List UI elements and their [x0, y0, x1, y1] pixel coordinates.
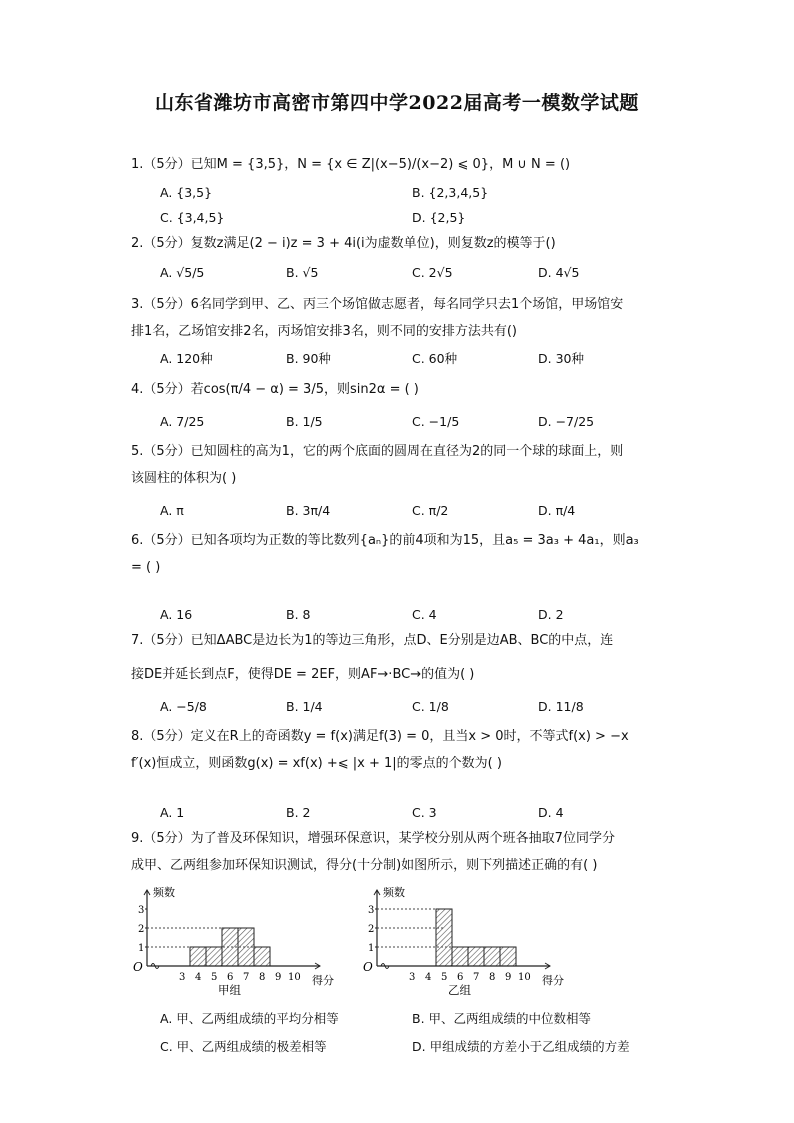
q3-stem-line1: 3.（5分）6名同学到甲、乙、丙三个场馆做志愿者，每名同学只去1个场馆，甲场馆安 — [131, 297, 624, 312]
x-tick-label: 9 — [275, 972, 282, 983]
histogram-bar — [222, 928, 238, 966]
q5-option-d: D. π/4 — [538, 503, 576, 518]
q9-stem-line1: 9.（5分）为了普及环保知识，增强环保意识，某学校分别从两个班各抽取7位同学分 — [131, 831, 615, 846]
x-tick-label: 4 — [195, 972, 202, 983]
histogram-group-a — [125, 880, 345, 1000]
x-tick-label: 7 — [473, 972, 480, 983]
q1-stem: 1.（5分）已知M = {3,5}，N = {x ∈ Z|(x−5)/(x−2) ⩽ 0}，M ∪ N = () — [131, 157, 571, 172]
histogram-group-b — [355, 880, 585, 1000]
x-axis-label: 得分 — [542, 974, 564, 987]
q3-option-c: C. 60种 — [412, 351, 458, 366]
q1-option-b: B. {2,3,4,5} — [412, 185, 489, 200]
q7-option-d: D. 11/8 — [538, 699, 584, 714]
q6-stem-line2: = ( ) — [131, 560, 161, 575]
x-tick-label: 4 — [425, 972, 432, 983]
histogram-bar — [190, 947, 206, 966]
q8-option-a: A. 1 — [160, 805, 185, 820]
q1-option-d: D. {2,5} — [412, 210, 466, 225]
histogram-bar — [254, 947, 270, 966]
q5-option-a: A. π — [160, 503, 184, 518]
q5-option-b: B. 3π/4 — [286, 503, 331, 518]
q3-option-d: D. 30种 — [538, 351, 584, 366]
q6-option-d: D. 2 — [538, 607, 564, 622]
q8-stem-line2: f′(x)恒成立，则函数g(x) = xf(x) +⩽ |x + 1|的零点的个数为( ) — [131, 756, 502, 771]
y-tick-label: 1 — [138, 943, 145, 954]
q1-option-c: C. {3,4,5} — [160, 210, 225, 225]
q4-option-a: A. 7/25 — [160, 414, 205, 429]
x-tick-label: 3 — [409, 972, 416, 983]
y-tick-label: 3 — [368, 905, 375, 916]
q6-option-a: A. 16 — [160, 607, 193, 622]
q7-stem-line2: 接DE并延长到点F，使得DE = 2EF，则AF→·BC→的值为( ) — [131, 667, 475, 682]
x-tick-label: 8 — [489, 972, 496, 983]
q6-option-b: B. 8 — [286, 607, 311, 622]
histogram-bar — [484, 947, 500, 966]
x-tick-label: 5 — [441, 972, 448, 983]
y-tick-label: 2 — [368, 924, 375, 935]
q4-option-c: C. −1/5 — [412, 414, 460, 429]
x-tick-label: 6 — [457, 972, 464, 983]
q6-stem-line1: 6.（5分）已知各项均为正数的等比数列{aₙ}的前4项和为15，且a₅ = 3a₃ + 4a₁，则a₃ — [131, 533, 639, 548]
x-tick-label: 7 — [243, 972, 250, 983]
q7-option-b: B. 1/4 — [286, 699, 323, 714]
histogram-bar — [238, 928, 254, 966]
q7-stem-line1: 7.（5分）已知ΔABC是边长为1的等边三角形，点D、E分别是边AB、BC的中点，连 — [131, 633, 614, 648]
q5-option-c: C. π/2 — [412, 503, 449, 518]
q8-option-c: C. 3 — [412, 805, 437, 820]
x-tick-label: 9 — [505, 972, 512, 983]
q1-option-a: A. {3,5} — [160, 185, 213, 200]
q7-option-a: A. −5/8 — [160, 699, 207, 714]
q2-option-c: C. 2√5 — [412, 265, 453, 280]
q9-option-d: D. 甲组成绩的方差小于乙组成绩的方差 — [412, 1039, 630, 1054]
q5-stem-line1: 5.（5分）已知圆柱的高为1，它的两个底面的圆周在直径为2的同一个球的球面上，则 — [131, 444, 624, 459]
page-title: 山东省潍坊市高密市第四中学2022届高考一模数学试题 — [155, 92, 639, 114]
q2-option-b: B. √5 — [286, 265, 319, 280]
x-tick-label: 10 — [288, 972, 301, 983]
x-tick-label: 5 — [211, 972, 218, 983]
histogram-bar — [452, 947, 468, 966]
q4-option-d: D. −7/25 — [538, 414, 595, 429]
group-caption: 甲组 — [218, 983, 241, 997]
x-tick-label: 3 — [179, 972, 186, 983]
y-tick-label: 3 — [138, 905, 145, 916]
q3-stem-line2: 排1名，乙场馆安排2名，丙场馆安排3名，则不同的安排方法共有() — [131, 324, 517, 339]
q8-stem-line1: 8.（5分）定义在R上的奇函数y = f(x)满足f(3) = 0，且当x > 0时，不等式f(x) > −x — [131, 729, 629, 744]
y-axis-label: 频数 — [153, 886, 175, 899]
q9-option-c: C. 甲、乙两组成绩的极差相等 — [160, 1039, 327, 1054]
q8-option-d: D. 4 — [538, 805, 564, 820]
y-axis-label: 频数 — [383, 886, 405, 899]
histogram-bar — [500, 947, 516, 966]
histogram-bar — [206, 947, 222, 966]
x-tick-label: 8 — [259, 972, 266, 983]
x-axis-label: 得分 — [312, 974, 334, 987]
group-caption: 乙组 — [448, 983, 471, 997]
q6-option-c: C. 4 — [412, 607, 437, 622]
q9-option-b: B. 甲、乙两组成绩的中位数相等 — [412, 1011, 592, 1026]
y-tick-label: 1 — [368, 943, 375, 954]
x-tick-label: 6 — [227, 972, 234, 983]
q8-option-b: B. 2 — [286, 805, 311, 820]
q2-option-d: D. 4√5 — [538, 265, 580, 280]
y-tick-label: 2 — [138, 924, 145, 935]
origin-label: O — [133, 960, 143, 974]
q7-option-c: C. 1/8 — [412, 699, 449, 714]
x-tick-label: 10 — [518, 972, 531, 983]
histogram-bar — [468, 947, 484, 966]
q5-stem-line2: 该圆柱的体积为( ) — [131, 471, 237, 486]
q9-option-a: A. 甲、乙两组成绩的平均分相等 — [160, 1011, 339, 1026]
q2-option-a: A. √5/5 — [160, 265, 205, 280]
q4-stem: 4.（5分）若cos(π/4 − α) = 3/5，则sin2α = ( ) — [131, 382, 419, 397]
q4-option-b: B. 1/5 — [286, 414, 323, 429]
origin-label: O — [363, 960, 373, 974]
q3-option-a: A. 120种 — [160, 351, 213, 366]
q2-stem: 2.（5分）复数z满足(2 − i)z = 3 + 4i(i为虚数单位)，则复数z的模等于() — [131, 236, 556, 251]
histogram-bar — [436, 909, 452, 966]
q9-stem-line2: 成甲、乙两组参加环保知识测试，得分(十分制)如图所示，则下列描述正确的有( ) — [131, 858, 598, 873]
q3-option-b: B. 90种 — [286, 351, 331, 366]
